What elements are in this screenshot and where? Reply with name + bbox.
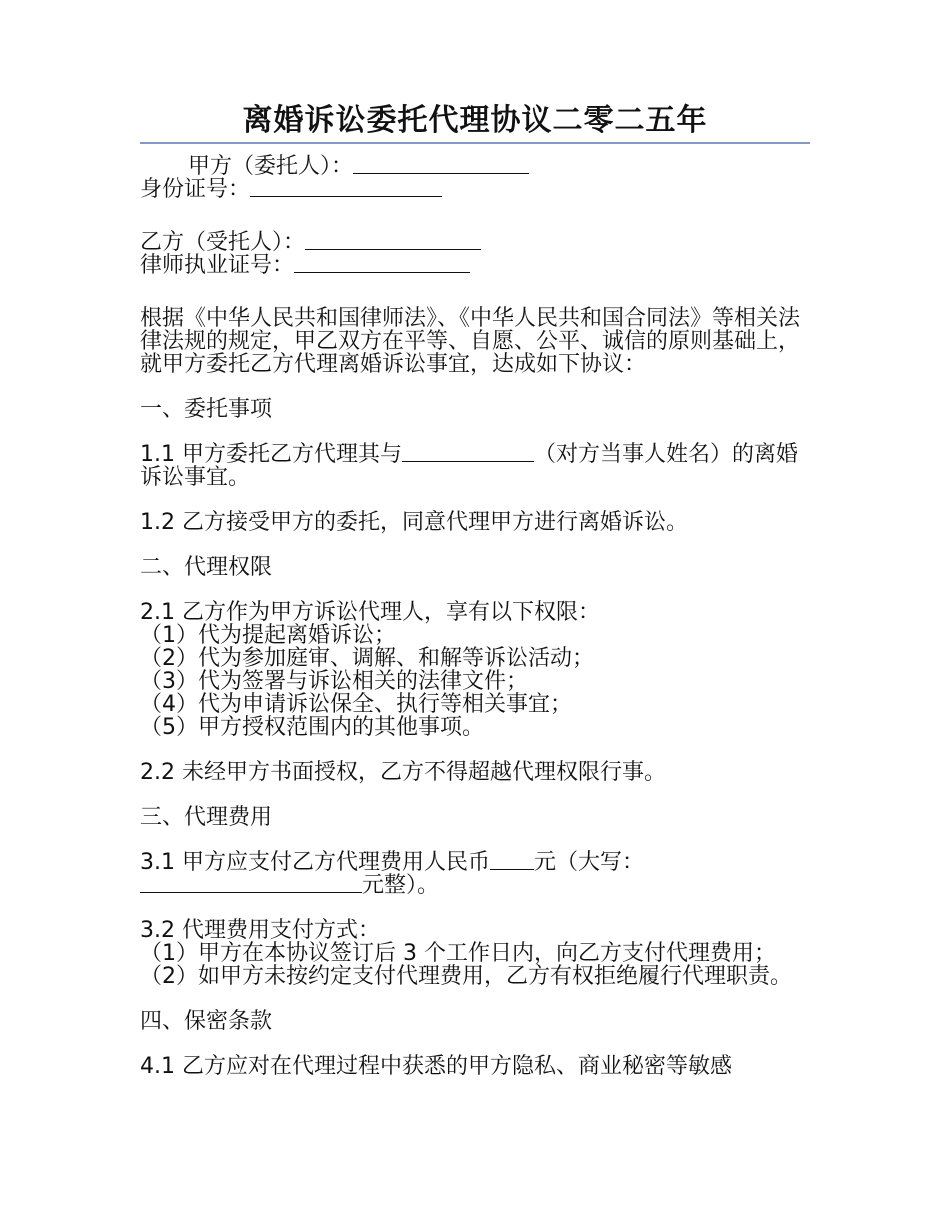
section-3-heading: 三、代理费用 — [140, 805, 273, 830]
party-a-line — [140, 155, 812, 178]
party-b-license-label: 律师执业证号： — [140, 253, 295, 278]
party-a-label: 甲方（委托人）： — [188, 154, 354, 179]
clause-2-1: 2.1 乙方作为甲方诉讼代理人，享有以下权限： — [140, 600, 600, 625]
clause-3-2-item-2: （2）如甲方未按约定支付代理费用，乙方有权拒绝履行代理职责。 — [140, 964, 792, 989]
clause-3-2: 3.2 代理费用支付方式： — [140, 918, 380, 943]
party-a-id-line — [140, 178, 812, 201]
preamble-paragraph: 根据《中华人民共和国律师法》、《中华人民共和国合同法》等相关法律法规的规定，甲乙双方在平等、自愿、公平、诚信的原则基础上，就甲方委托乙方代理离婚诉讼事宜，达成如下协议： — [140, 306, 801, 377]
clause-3-1-text-a: 3.1 甲方应支付乙方代理费用人民币 — [140, 850, 490, 875]
clause-1-1-text-b: （对方当事人姓名）的离婚诉讼事宜。 — [140, 442, 798, 490]
clause-2-2: 2.2 未经甲方书面授权，乙方不得超越代理权限行事。 — [140, 760, 666, 785]
clause-3-1-text-b: 元（大写： — [533, 850, 644, 875]
clause-3-1-text-c: 元整）。 — [362, 873, 440, 898]
opposing-party-name-blank — [402, 443, 534, 462]
clause-1-1 — [140, 443, 812, 489]
party-a-id-blank — [250, 178, 442, 197]
section-1-heading: 一、委托事项 — [140, 397, 273, 422]
section-4-heading: 四、保密条款 — [140, 1009, 273, 1034]
clause-2-1-item-4: （4）代为申请诉讼保全、执行等相关事宜； — [140, 692, 572, 717]
party-a-blank — [353, 155, 529, 174]
clause-1-2: 1.2 乙方接受甲方的委托，同意代理甲方进行离婚诉讼。 — [140, 510, 688, 535]
clause-3-2-item-1: （1）甲方在本协议签订后 3 个工作日内，向乙方支付代理费用； — [140, 941, 776, 966]
fee-amount-blank — [490, 851, 534, 870]
clause-2-1-item-5: （5）甲方授权范围内的其他事项。 — [140, 715, 484, 740]
clause-2-1-item-2: （2）代为参加庭审、调解、和解等诉讼活动； — [140, 646, 594, 671]
clause-3-1 — [140, 851, 812, 897]
party-b-blank — [305, 231, 481, 250]
title-area — [140, 100, 810, 144]
clause-2-1-item-1: （1）代为提起离婚诉讼； — [140, 623, 396, 648]
section-2-heading: 二、代理权限 — [140, 555, 273, 580]
party-b-license-line — [140, 254, 812, 277]
party-b-label: 乙方（受托人）： — [140, 230, 306, 255]
clause-1-1-text-a: 1.1 甲方委托乙方代理其与 — [140, 442, 402, 467]
clause-2-1-item-3: （3）代为签署与诉讼相关的法律文件； — [140, 669, 528, 694]
clause-4-1: 4.1 乙方应对在代理过程中获悉的甲方隐私、商业秘密等敏感 — [140, 1054, 732, 1079]
document-body — [140, 155, 812, 1078]
fee-amount-words-blank — [140, 874, 362, 893]
party-b-license-blank — [294, 254, 470, 273]
party-a-id-label: 身份证号： — [140, 177, 251, 202]
document-title: 离婚诉讼委托代理协议二零二五年 — [242, 103, 708, 138]
party-b-line — [140, 231, 812, 254]
